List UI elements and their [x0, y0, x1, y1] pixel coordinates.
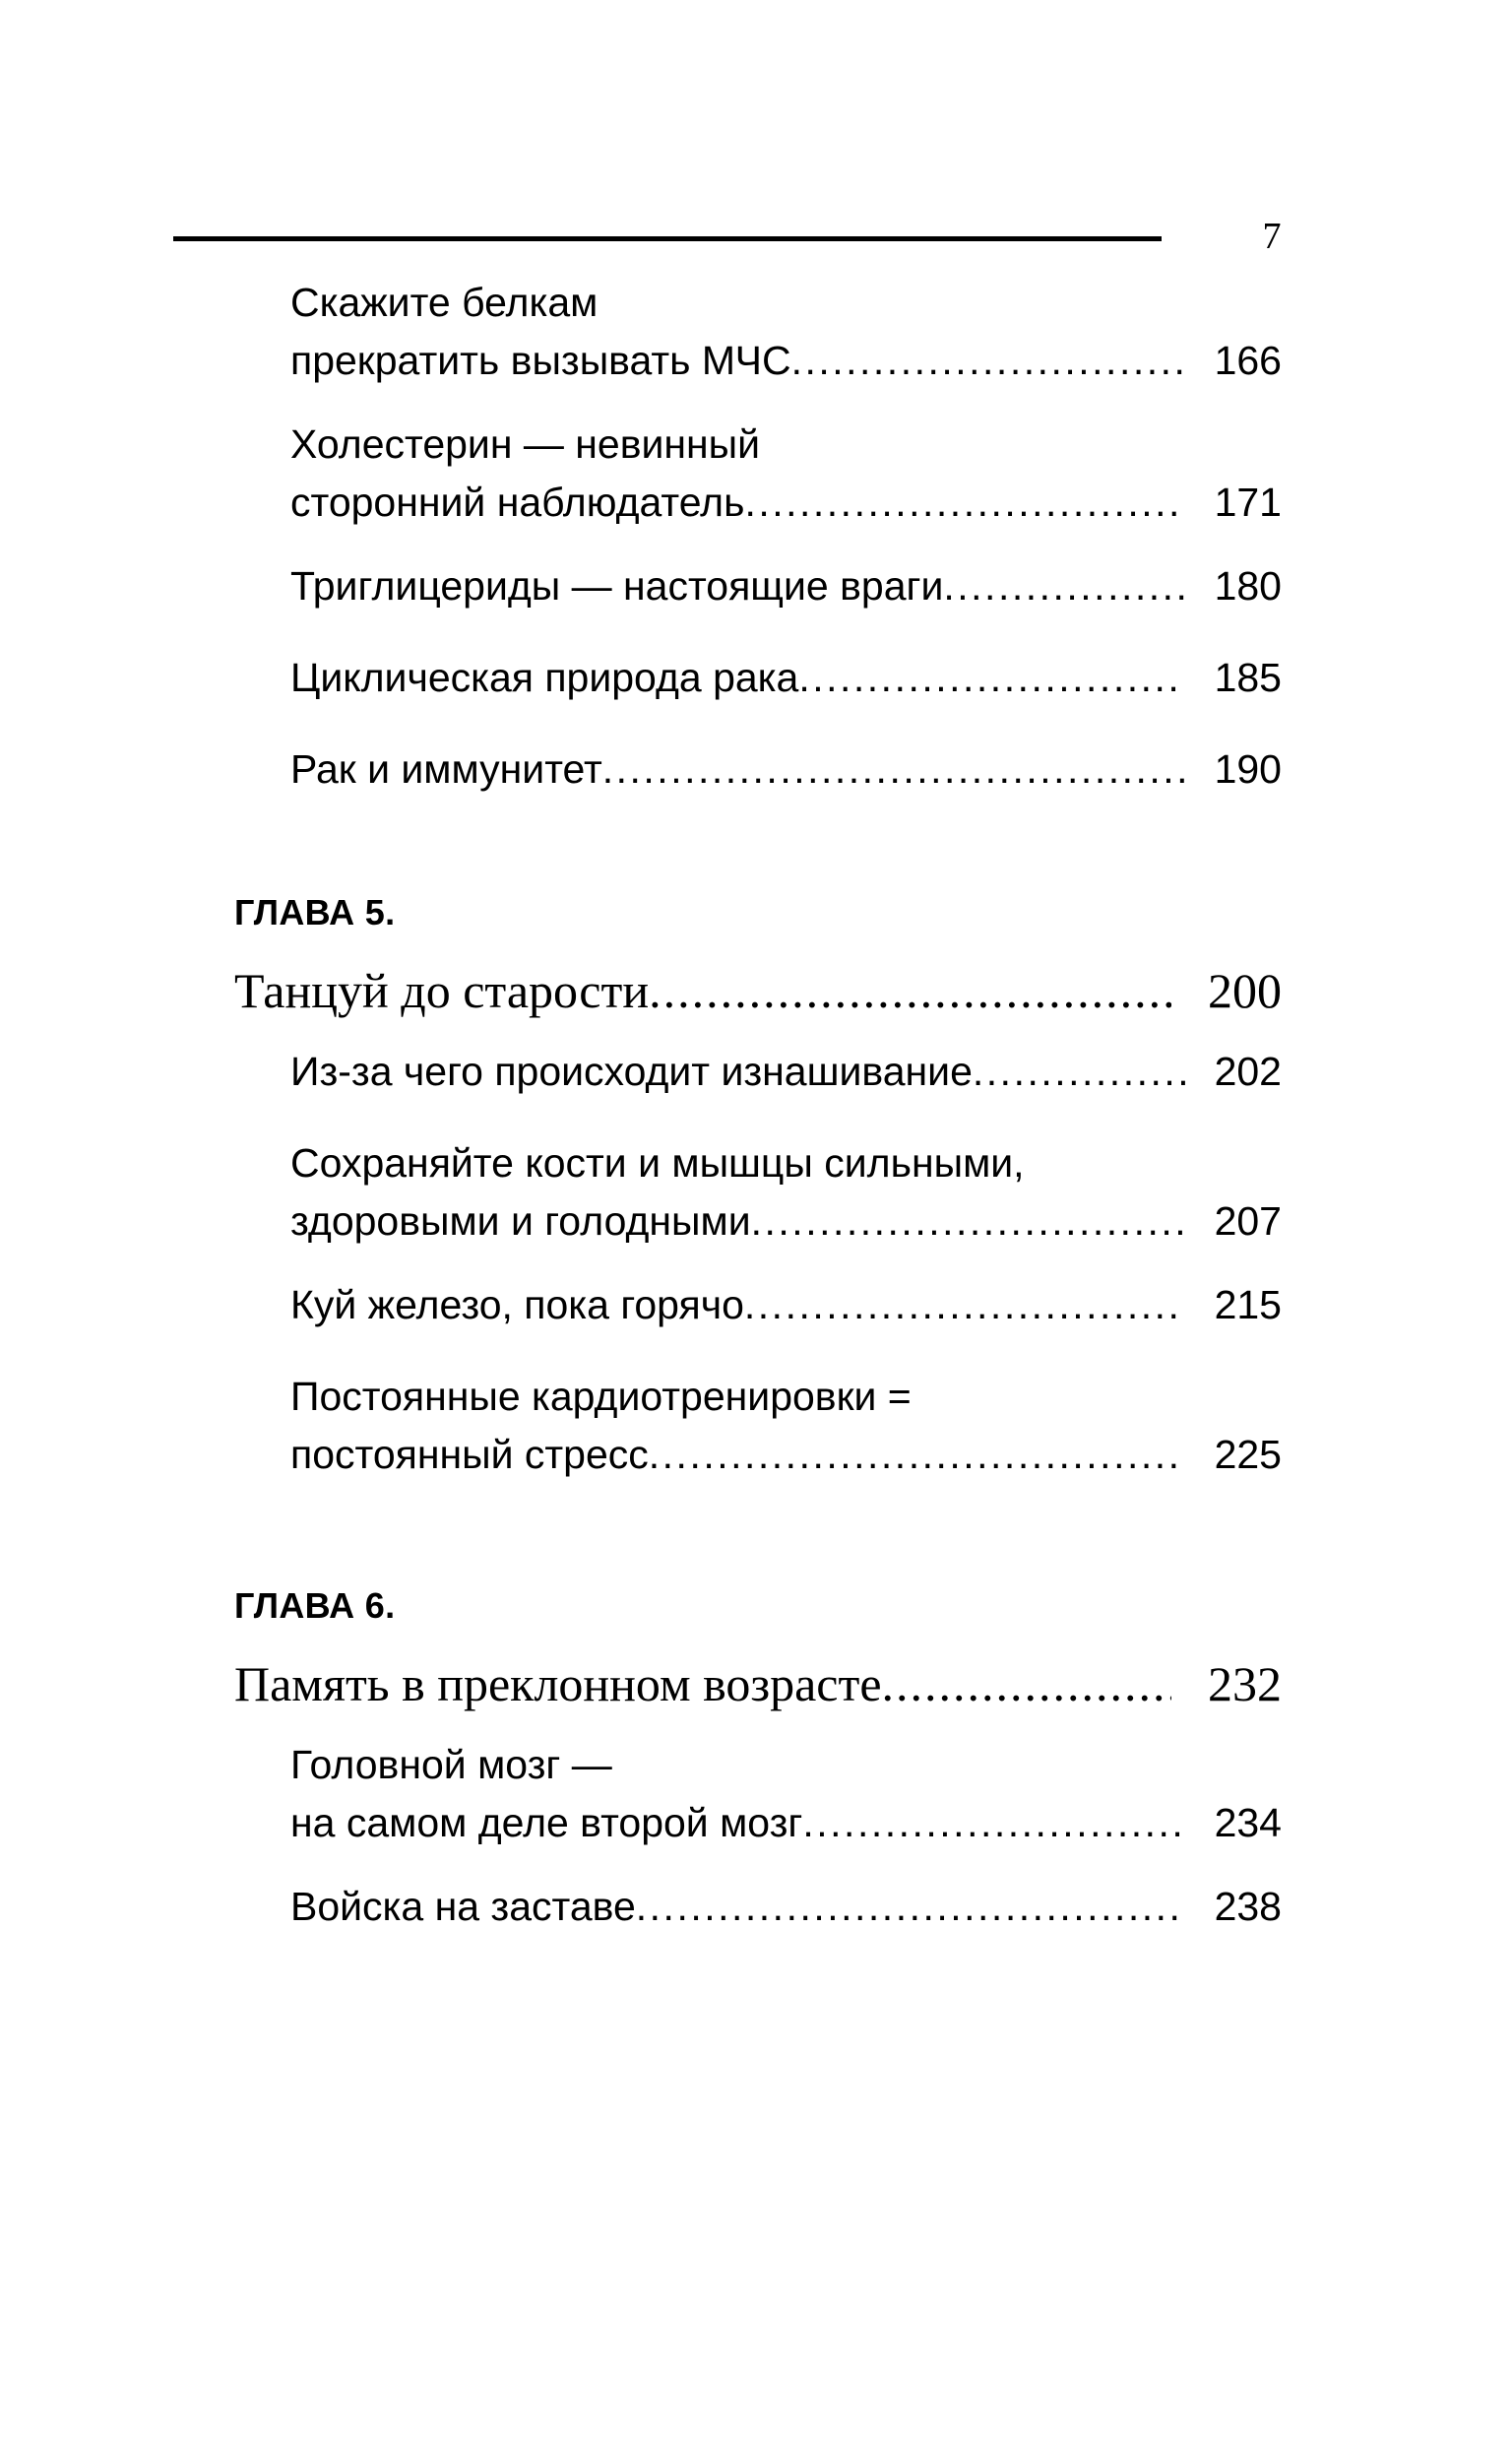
toc-entry-label: Из-за чего происходит изнашивание — [290, 1049, 973, 1094]
page-header — [173, 211, 1282, 270]
toc-entry-page: 238 — [1214, 1884, 1282, 1929]
toc-entry-line-1: Постоянные кардиотренировки = — [290, 1374, 912, 1419]
toc-entry[interactable] — [290, 1736, 1282, 1852]
toc-entry-page: 171 — [1214, 480, 1282, 525]
chapter-title-row[interactable] — [234, 958, 1282, 1023]
dot-leader — [744, 1276, 1185, 1334]
toc-entry[interactable] — [290, 1878, 1282, 1936]
chapter-page: 200 — [1208, 963, 1282, 1018]
chapter-group-6 — [234, 1582, 1282, 1716]
dot-leader — [973, 1043, 1185, 1101]
toc-entry-label: прекратить вызывать МЧС — [290, 338, 791, 383]
toc-entry-page: 185 — [1214, 655, 1282, 700]
toc-entry-page: 180 — [1214, 563, 1282, 609]
dot-leader — [602, 740, 1185, 799]
toc-entry-page: 202 — [1214, 1049, 1282, 1094]
toc-entry-label: на самом деле второй мозг — [290, 1800, 803, 1845]
header-rule — [173, 236, 1162, 241]
dot-leader — [802, 1794, 1185, 1852]
dot-leader — [882, 1651, 1171, 1716]
toc-entry[interactable] — [290, 1043, 1282, 1101]
toc-entry-label: здоровыми и голодными — [290, 1198, 751, 1244]
toc-entry-line-1: Холестерин — невинный — [290, 421, 761, 467]
toc-entry-line-1: Сохраняйте кости и мышцы сильными, — [290, 1140, 1025, 1186]
toc-entry-line-1: Скажите белкам — [290, 280, 598, 325]
chapter-title-row[interactable] — [234, 1651, 1282, 1716]
toc-entry-label: сторонний наблюдатель — [290, 480, 745, 525]
dot-leader — [649, 1426, 1185, 1484]
toc-entry-label: Рак и иммунитет — [290, 746, 602, 792]
toc-entry-label: Триглицериды — настоящие враги — [290, 563, 944, 609]
chapter-group-5 — [234, 889, 1282, 1023]
chapter-title: Танцуй до старости — [234, 963, 650, 1018]
chapter-page: 232 — [1208, 1656, 1282, 1711]
dot-leader — [791, 332, 1185, 390]
toc-entry[interactable] — [290, 557, 1282, 615]
toc-entry-line-1: Головной мозг — — [290, 1742, 612, 1787]
toc-entry[interactable] — [290, 740, 1282, 799]
toc-entry[interactable] — [290, 1368, 1282, 1484]
toc-entry-page: 190 — [1214, 746, 1282, 792]
table-of-contents — [234, 274, 1282, 1969]
dot-leader — [751, 1192, 1185, 1251]
toc-entry-page: 215 — [1214, 1282, 1282, 1327]
toc-entry-page: 225 — [1214, 1432, 1282, 1477]
dot-leader — [649, 958, 1171, 1023]
toc-entry-page: 166 — [1214, 338, 1282, 383]
toc-entry-label: Войска на заставе — [290, 1884, 636, 1929]
toc-entry[interactable] — [290, 416, 1282, 532]
toc-entry[interactable] — [290, 1276, 1282, 1334]
toc-entry-page: 234 — [1214, 1800, 1282, 1845]
dot-leader — [744, 474, 1185, 532]
chapter-title: Память в преклонном возрасте — [234, 1656, 882, 1711]
toc-entry-label: Куй железо, пока горячо — [290, 1282, 744, 1327]
toc-entry-label: Циклическая природа рака — [290, 655, 799, 700]
chapter-kicker: ГЛАВА 5. — [234, 892, 396, 932]
toc-entry[interactable] — [290, 274, 1282, 390]
toc-entry[interactable] — [290, 1134, 1282, 1251]
dot-leader — [636, 1878, 1185, 1936]
dot-leader — [943, 557, 1185, 615]
page-number: 7 — [1262, 216, 1282, 257]
dot-leader — [798, 649, 1185, 707]
toc-entry-label: постоянный стресс — [290, 1432, 649, 1477]
toc-entry-page: 207 — [1214, 1198, 1282, 1244]
chapter-kicker: ГЛАВА 6. — [234, 1585, 396, 1626]
toc-entry[interactable] — [290, 649, 1282, 707]
